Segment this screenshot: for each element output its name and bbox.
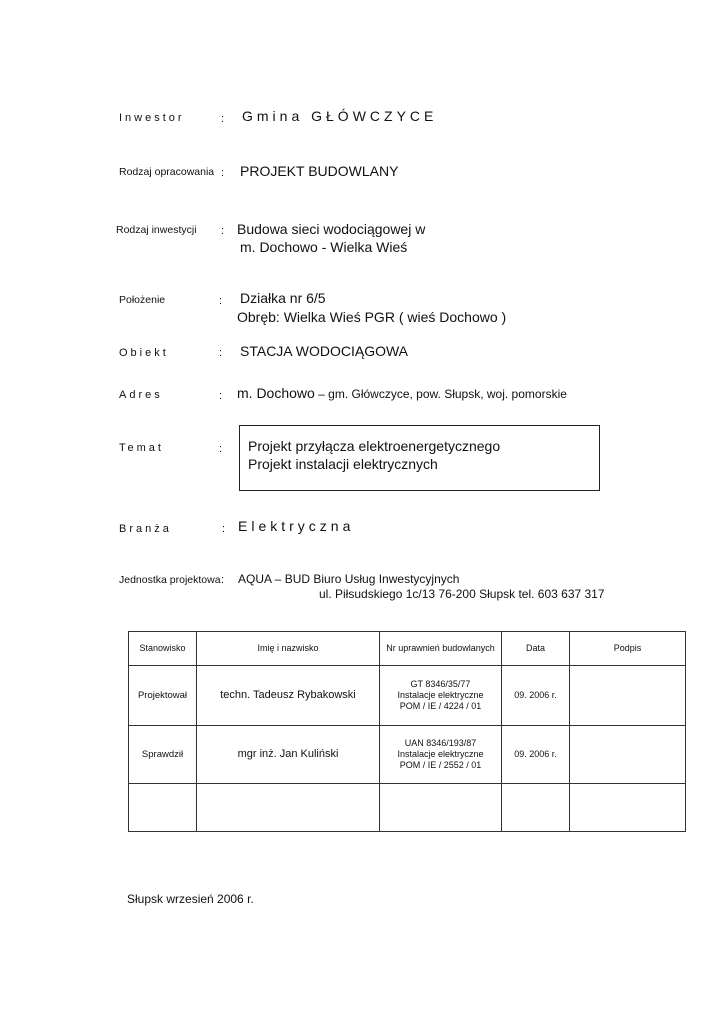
table-row-empty [129,784,686,832]
header-imie-nazwisko: Imię i nazwisko [197,632,380,666]
header-podpis: Podpis [570,632,686,666]
rodzaj-opracowania-label: Rodzaj opracowania [119,166,215,178]
adres-value-rest: – gm. Główczyce, pow. Słupsk, woj. pomorskie [314,387,567,401]
signature-table [128,631,686,832]
table-row [129,666,686,726]
row-date: 09. 2006 r. [502,666,570,726]
polozenie-line1: Działka nr 6/5 [240,290,326,306]
polozenie-line2: Obręb: Wielka Wieś PGR ( wieś Dochowo ) [237,309,507,325]
jednostka-colon: : [221,574,225,586]
row-name: techn. Tadeusz Rybakowski [197,666,380,726]
rodzaj-opracowania-value: PROJEKT BUDOWLANY [240,163,399,179]
jednostka-line1: AQUA – BUD Biuro Usług Inwestycyjnych [238,572,460,586]
adres-value-main: m. Dochowo [237,385,315,401]
row-role: Sprawdził [129,726,197,784]
temat-line1: Projekt przyłącza elektroenergetycznego [248,438,501,454]
row-perm-scope: Instalacje elektryczne [397,749,484,759]
row-perm-code: POM / IE / 4224 / 01 [399,701,482,711]
branza-value: Elektryczna [238,518,355,534]
row-name: mgr inż. Jan Kuliński [197,726,380,784]
jednostka-line2: ul. Piłsudskiego 1c/13 76-200 Słupsk tel. 603 637 317 [319,587,605,601]
rodzaj-inwestycji-colon: : [221,225,225,237]
obiekt-value: STACJA WODOCIĄGOWA [240,343,409,359]
inwestor-label: Inwestor [119,112,185,124]
jednostka-label: Jednostka projektowa [119,574,221,586]
temat-label: Temat [119,442,164,454]
table-header-row [129,632,686,666]
row-perm-number: GT 8346/35/77 [410,679,471,689]
rodzaj-inwestycji-line2: m. Dochowo - Wielka Wieś [240,239,408,255]
row-role: Projektował [129,666,197,726]
row-perm-code: POM / IE / 2552 / 01 [399,760,482,770]
polozenie-colon: : [219,295,223,307]
adres-value [237,385,567,401]
rodzaj-inwestycji-label: Rodzaj inwestycji [116,224,197,236]
header-stanowisko: Stanowisko [129,632,197,666]
row-date: 09. 2006 r. [502,726,570,784]
row-perm-number: UAN 8346/193/87 [404,738,477,748]
row-signature [570,666,686,726]
branza-colon: : [222,523,226,535]
branza-label: Branża [119,523,172,535]
row-permissions [380,666,502,726]
temat-colon: : [219,443,223,455]
footer-place-date: Słupsk wrzesień 2006 r. [127,892,254,906]
header-data: Data [502,632,570,666]
inwestor-value: Gmina GŁÓWCZYCE [242,108,438,124]
obiekt-colon: : [219,347,223,359]
row-permissions [380,726,502,784]
adres-label: Adres [119,389,163,401]
polozenie-label: Położenie [119,294,166,306]
row-perm-scope: Instalacje elektryczne [397,690,484,700]
adres-colon: : [219,390,223,402]
obiekt-label: Obiekt [119,347,169,359]
row-signature [570,726,686,784]
rodzaj-opracowania-colon: : [221,167,225,179]
inwestor-colon: : [221,113,225,125]
header-nr-uprawnien: Nr uprawnień budowlanych [380,632,502,666]
temat-line2: Projekt instalacji elektrycznych [248,456,438,472]
rodzaj-inwestycji-line1: Budowa sieci wodociągowej w [237,221,426,237]
table-row [129,726,686,784]
